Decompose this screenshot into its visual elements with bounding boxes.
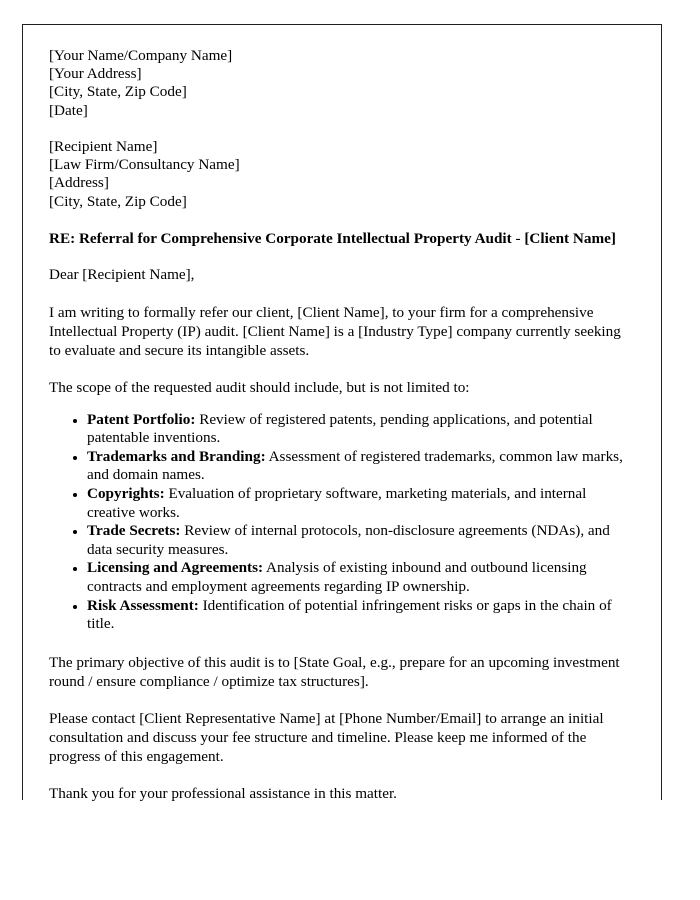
pre-intro-spacer (49, 285, 627, 303)
recipient-address-line: [City, State, Zip Code] (49, 192, 187, 210)
sender-address-block (49, 47, 627, 120)
list-item-text: Identification of potential infringement risks or gaps in the chain of title. (87, 596, 612, 633)
list-item-label: Patent Portfolio: (87, 410, 196, 428)
sender-address-line: [Your Name/Company Name] (49, 47, 233, 64)
recipient-address-line: [Recipient Name] (49, 138, 158, 155)
subject-prefix: RE: Referral for Comprehensive Corporate Intellectual Property Audit (49, 229, 512, 247)
list-item-text: Review of internal protocols, non-disclosure agreements (NDAs), and data security measures. (87, 522, 610, 558)
sender-address-line: [Your Address] (49, 65, 142, 83)
list-item-text: Evaluation of proprietary software, marketing materials, and internal creative works. (87, 484, 587, 521)
pre-list-spacer (49, 397, 627, 411)
list-item (87, 522, 627, 559)
list-item-text: Review of registered patents, pending applications, and potential patentable inventions. (87, 410, 593, 447)
pre-subject-spacer (49, 211, 627, 230)
list-item-label: Risk Assessment: (87, 596, 199, 614)
pre-salutation-spacer (49, 248, 627, 266)
list-item-label: Licensing and Agreements: (87, 559, 264, 577)
sender-address-line: [Date] (49, 101, 88, 119)
list-item-label: Trade Secrets: (87, 522, 181, 540)
pre-scope-spacer (49, 360, 627, 378)
pre-closing-spacer (49, 766, 627, 784)
list-item-text: Analysis of existing inbound and outbound licensing contracts and employment agreements regarding IP ownership. (87, 559, 587, 595)
scope-lead-in: The scope of the requested audit should include, but is not limited to: (49, 378, 470, 396)
subject-separator: - (511, 229, 525, 247)
recipient-address-line: [Law Firm/Consultancy Name] (49, 156, 240, 174)
pre-contact-spacer (49, 691, 627, 709)
list-item-label: Copyrights: (87, 484, 165, 502)
list-item (87, 411, 627, 448)
audit-scope-list (49, 411, 627, 634)
recipient-address-block (49, 138, 627, 211)
list-item-text: Assessment of registered trademarks, common law marks, and domain names. (87, 447, 623, 484)
letter-body (49, 47, 627, 803)
subject-line (49, 230, 627, 249)
sender-address-line: [City, State, Zip Code] (49, 83, 187, 101)
document-page (22, 24, 662, 800)
salutation: Dear [Recipient Name], (49, 266, 195, 284)
list-item (87, 559, 627, 596)
list-item (87, 597, 627, 634)
subject-client-placeholder: [Client Name] (524, 229, 616, 247)
intro-paragraph: I am writing to formally refer our client, [Client Name], to your firm for a comprehensive Intellectual Property (IP) audit. [Client Name] is a [Industry Type] company currently seeking to evaluate and secure its intangible assets. (49, 303, 621, 359)
objective-paragraph: The primary objective of this audit is to [State Goal, e.g., prepare for an upcoming investment round / ensure compliance / optimize tax structures]. (49, 653, 620, 690)
post-list-spacer (49, 634, 627, 653)
list-item (87, 448, 627, 485)
closing-paragraph: Thank you for your professional assistance in this matter. (49, 784, 397, 802)
recipient-address-line: [Address] (49, 174, 109, 192)
address-block-spacer (49, 120, 627, 138)
contact-paragraph: Please contact [Client Representative Name] at [Phone Number/Email] to arrange an initial consultation and discuss your fee structure and timeline. Please keep me informed of the progress of this engagement. (49, 709, 604, 765)
list-item (87, 485, 627, 522)
list-item-label: Trademarks and Branding: (87, 447, 266, 465)
